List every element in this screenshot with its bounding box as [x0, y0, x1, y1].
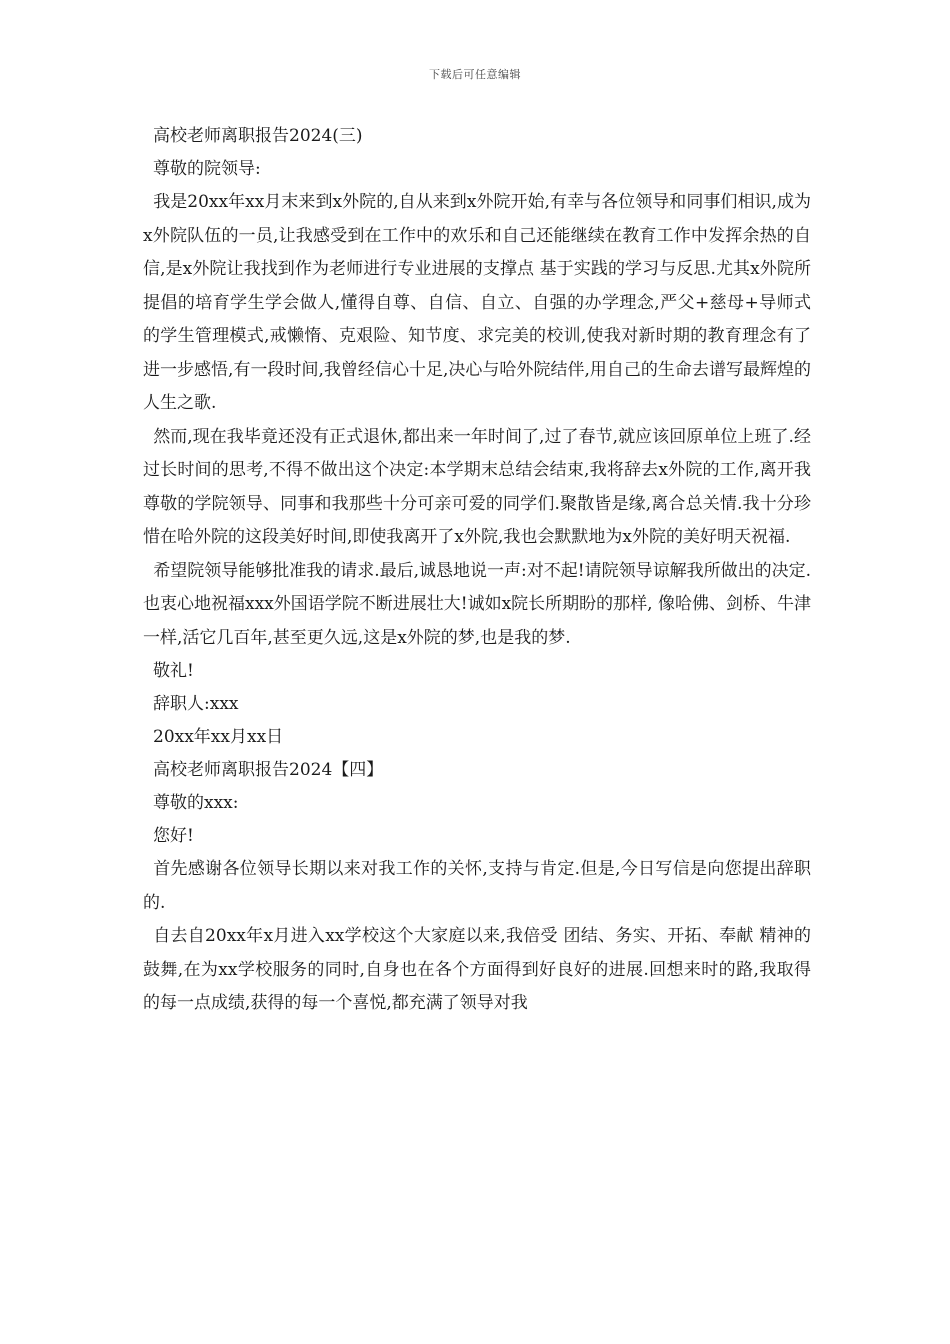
section-3-paragraph-2: 然而,现在我毕竟还没有正式退休,都出来一年时间了,过了春节,就应该回原单位上班了.经过长时间的思考,不得不做出这个决定:本学期末总结会结束,我将辞去x外院的工作,离开我尊敬的学院领导、同事和我那些十分可亲可爱的同学们.聚散皆是缘,离合总关情.我十分珍惜在哈外院的这段美好时间,即使我离开了x外院,我也会默默地为x外院的美好明天祝福. — [143, 426, 811, 547]
section-4-greeting: 您好! — [153, 826, 194, 846]
section-3-signer: 辞职人:xxx — [153, 694, 239, 714]
section-3-date: 20xx年xx月xx日 — [153, 727, 284, 747]
section-3-title: 高校老师离职报告2024(三) — [153, 126, 363, 146]
section-3-salutation: 尊敬的院领导: — [153, 159, 261, 179]
section-3-paragraph-1: 我是20xx年xx月末来到x外院的,自从来到x外院开始,有幸与各位领导和同事们相识,成为x外院队伍的一员,让我感受到在工作中的欢乐和自己还能继续在教育工作中发挥余热的自信,是x外院让我找到作为老师进行专业进展的支撑点 基于实践的学习与反思.尤其x外院所提倡的培育学生学会做人,懂得自尊、自信、自立、自强的办学理念,严父+慈母+导师式的学生管理模式,戒懒惰、克艰险、知节度、求完美的校训,使我对新时期的教育理念有了进一步感悟,有一段时间,我曾经信心十足,决心与哈外院结伴,用自己的生命去谱写最辉煌的人生之歌. — [143, 192, 811, 413]
section-4-paragraph-1: 首先感谢各位领导长期以来对我工作的关怀,支持与肯定.但是,今日写信是向您提出辞职的. — [143, 859, 811, 913]
page-header-note: 下载后可任意编辑 — [429, 68, 521, 81]
section-3-paragraph-3: 希望院领导能够批准我的请求.最后,诚恳地说一声:对不起!请院领导谅解我所做出的决定.也衷心地祝福xxx外国语学院不断进展壮大!诚如x院长所期盼的那样, 像哈佛、剑桥、牛津一样,活它几百年,甚至更久远,这是x外院的梦,也是我的梦. — [143, 560, 811, 648]
section-3-closing: 敬礼! — [153, 661, 194, 681]
section-4-paragraph-2: 自去自20xx年x月进入xx学校这个大家庭以来,我倍受 团结、务实、开拓、奉献 精神的鼓舞,在为xx学校服务的同时,自身也在各个方面得到好良好的进展.回想来时的路,我取得的每一点成绩,获得的每一个喜悦,都充满了领导对我 — [143, 926, 811, 1013]
document-body — [143, 120, 811, 1021]
section-4-title: 高校老师离职报告2024【四】 — [153, 760, 384, 780]
section-4-salutation: 尊敬的xxx: — [153, 793, 239, 813]
